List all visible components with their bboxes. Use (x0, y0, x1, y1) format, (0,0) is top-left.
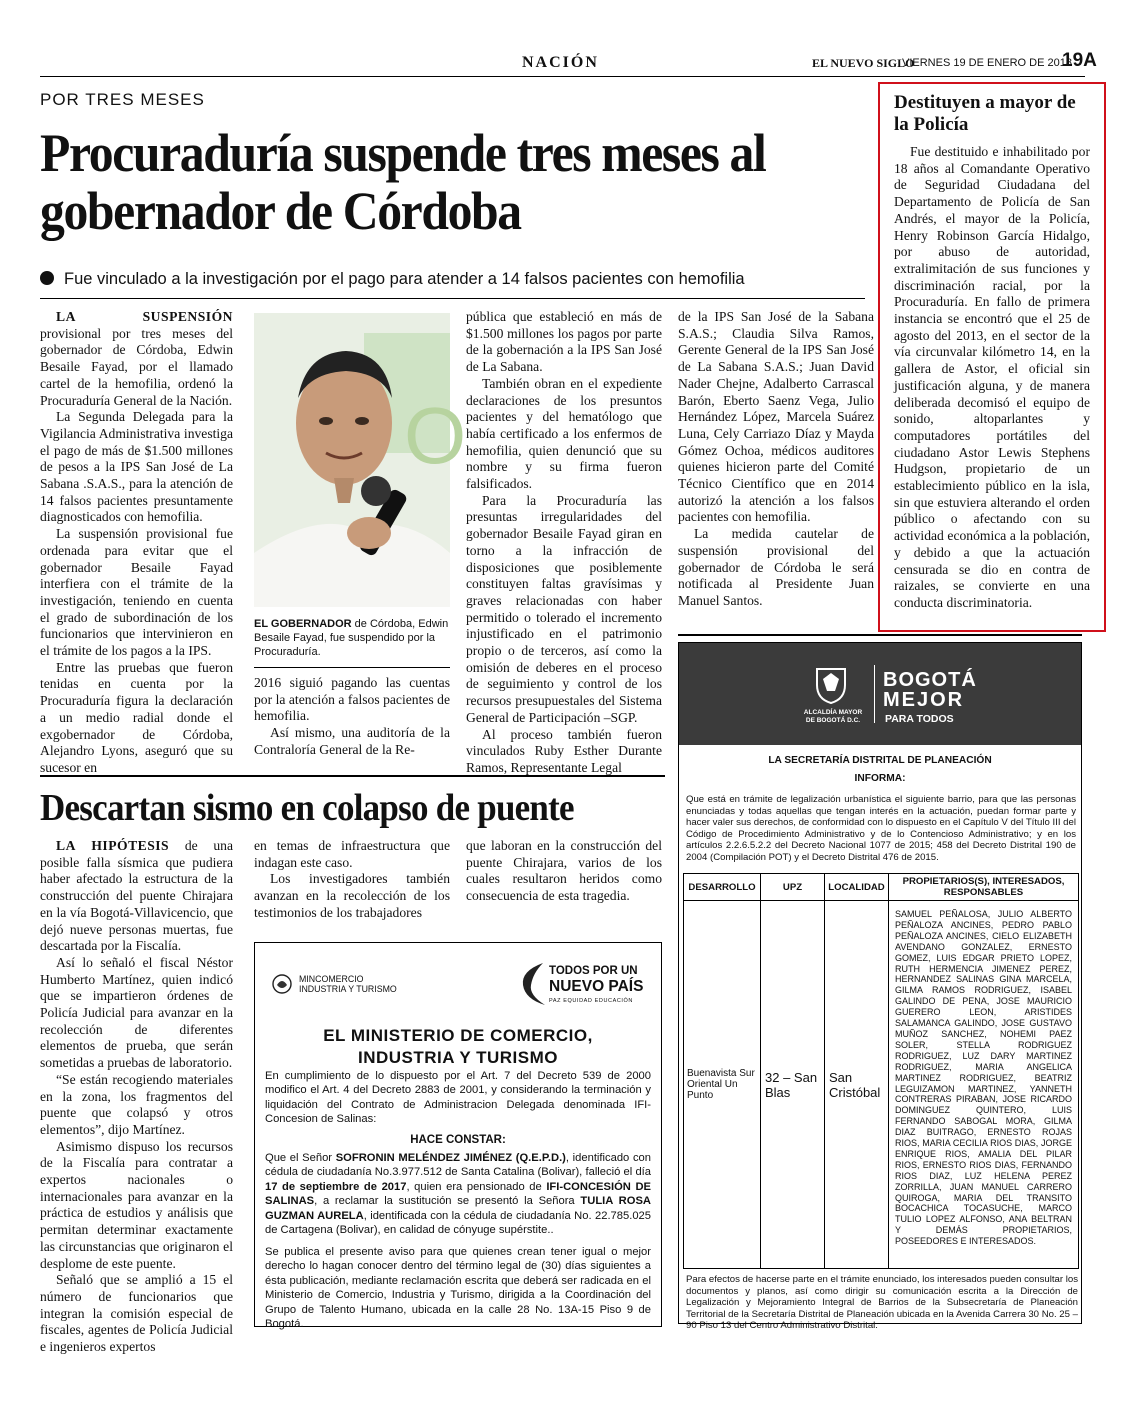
article-kicker: POR TRES MESES (40, 90, 205, 109)
bogota-footer: Para efectos de hacerse parte en el trámite enunciado, los interesados pueden consultar los documentos y planos, así como dirigir su comunicación escrita a la Dirección de Legalización y Mejoramiento Integral de Barrios de la Subsecretaría de Planeación Territorial de la Secretaría Distrital de Planeación ubicada en la Avenida Carrera 30 No. 25 – 90 Piso 13 del Centro Administrativo Distrital. (686, 1274, 1078, 1331)
bogota-coat-of-arms-icon (811, 665, 851, 705)
bogota-title: LA SECRETARÍA DISTRITAL DE PLANEACIÓN (768, 755, 992, 766)
bogota-logo-band: ALCALDÍA MAYOR DE BOGOTÁ D.C. BOGOTÁ MEJOR PARA TODOS (679, 643, 1081, 745)
header-rule (40, 76, 1085, 77)
coat-of-arms-icon (271, 973, 293, 995)
bullet-icon (40, 271, 54, 285)
mincomercio-closing: Se publica el presente aviso para que quienes crean tener igual o mejor derecho lo hagan conocer dentro del término legal de (30) días siguientes a ésta publicación, mediante reclamación escrita que deberá ser radicada en el Ministerio de Comercio, Industria y Turismo, dirigida a la Coordinación del Grupo de Talento Humano, ubicada en la calle 28 No. 13A-15 Piso 9 de Bogotá. (265, 1246, 651, 1331)
mincomercio-logo: MINCOMERCIO INDUSTRIA Y TURISMO (271, 973, 421, 999)
page-number: 19A (1062, 50, 1097, 71)
mincomercio-title: EL MINISTERIO DE COMERCIO, INDUSTRIA Y TURISMO (323, 1026, 593, 1067)
issue-date: VIERNES 19 DE ENERO DE 2018 (902, 57, 1072, 69)
bridge-column-3: que laboran en la construcción del puente Chirajara, varios de los cuales resultaron heridos como consecuencia de esta tragedia. (466, 838, 662, 904)
todos-por-un-nuevo-pais-logo: TODOS POR UN NUEVO PAÍS PAZ EQUIDAD EDUCACIÓN (517, 957, 652, 1017)
mincomercio-intro: En cumplimiento de lo dispuesto por el Art. 7 del Decreto 539 de 2000 modifico el Art. 4 del Decreto 2883 de 2001, y considerando la terminación y liquidación del Contrato de Administracion Delegada denominada IFI-Concesion de Salinas: (265, 1070, 651, 1126)
governor-photo (254, 313, 467, 607)
newspaper-name: EL NUEVO SIGLO (812, 56, 915, 70)
article-column-1: LA SUSPENSIÓN provisional por tres meses del gobernador de Córdoba, Edwin Besaile Fayad, por el llamado cartel de la hemofilia, ordenó la Procuraduría General de la Nación. La Segunda Delegada para la Vigilancia Administrativa investiga el pago de más de $1.500 millones de pesos a la IPS San José de La Sabana .S.A.S., para la atención de 14 falsos pacientes presuntamente diagnosticados con hemofilia. La suspensión provisional fue ordenada para evitar que el gobernador Besaile Fayad interfiera con el trámite de la investigación, teniendo en cuenta el grado de subordinación de los funcionarios que intervinieron en el trámite de los pagos a la IPS. Entre las pruebas que fueron tenidas en cuenta por la Procuraduría figura la declaración a un medio radial donde el exgobernador de Córdoba, Alejandro Lyons, aseguró que su sucesor en (40, 309, 233, 775)
table-cell-desarrollo: Buenavista Sur Oriental Un Punto (684, 901, 761, 1269)
caption-rule (254, 667, 450, 668)
svg-text:O: O (404, 391, 467, 480)
bogota-subtitle: INFORMA: (854, 773, 906, 784)
table-cell-upz: 32 – San Blas (761, 901, 825, 1269)
table-header-upz: UPZ (761, 874, 825, 901)
legalization-table (683, 873, 1079, 1269)
table-cell-localidad: San Cristóbal (825, 901, 889, 1269)
sidebar-box (878, 82, 1106, 632)
section-name: NACIÓN (522, 54, 599, 71)
subhead-rule (40, 298, 865, 299)
bogota-intro: Que está en trámite de legalización urbanística el siguiente barrio, para que las personas enunciadas y todas aquellas que tengan interés en la actuación, puedan formar parte y hacer valer sus derechos, de conformidad con lo dispuesto en el Capítulo V del Título III del Código de Procedimiento Administrativo y de lo Contencioso Administrativo; y en los artículos 2.2.6.5.2.2 del Decreto Nacional 1077 de 2015; 458 del Decreto Distrital 190 de 2004 (Compilación POT) y el Decreto Distrital 476 de 2015. (686, 794, 1076, 863)
article-column-2: 2016 siguió pagando las cuentas por la atención a falsos pacientes de hemofilia. Así mismo, una auditoría de la Contraloría General de la Re- (254, 675, 450, 757)
table-header-desarrollo: DESARROLLO (684, 874, 761, 901)
article-column-3: pública que estableció en más de $1.500 millones los pagos por parte de la gobernación a la IPS San José de La Sabana. También obran en el expediente declaraciones de los presuntos pacientes y del hematólogo que había certificado a los enfermos de hemofilia, quien denunció que su nombre y su firma fueron falsificados. Para la Procuraduría las presuntas irregularidades del gobernador Besaile Fayad giran en torno a la infracción de disposiciones que posiblemente constituyen faltas gravísimas y graves relacionadas con haber permitido o tolerado el incremento injustificado en el patrimonio propio o de terceros, así como la omisión de deberes en el proceso de seguimiento y control de los recursos presupuestales del Sistema General de Participación –SGP. Al proceso también fueron vinculados Ruby Esther Durante Ramos, Representante Legal (466, 309, 662, 775)
article-headline: Procuraduría suspende tres meses al gobernador de Córdoba (40, 123, 766, 241)
article-subhead: Fue vinculado a la investigación por el pago para atender a 14 falsos pacientes con hemofilia (40, 270, 870, 289)
mincomercio-body: Que el Señor SOFRONIN MELÉNDEZ JIMÉNEZ (Q.E.P.D.), identificado con cédula de ciudadanía No.3.977.512 de Santa Catalina (Bolivar), falleció el día 17 de septiembre de 2017, quien era pensionado de IFI-CONCESIÓN DE SALINAS, a reclamar la sustitución se presentó la Señora TULIA ROSA GUZMAN AURELA, identificada con la cédula de ciudadanía No. 22.785.025 de Cartagena (Bolivar), en calidad de cónyuge supérstite.. (265, 1152, 651, 1237)
mincomercio-notice (254, 942, 662, 1331)
section-rule (40, 775, 665, 777)
table-header-propietarios: PROPIETARIOS(S), INTERESADOS, RESPONSABLES (889, 874, 1079, 901)
bridge-headline: Descartan sismo en colapso de puente (40, 787, 574, 829)
bogota-notice (678, 642, 1082, 1331)
table-cell-propietarios: SAMUEL PEÑALOSA, JULIO ALBERTO PEÑALOZA ANCINES, PEDRO PABLO PEÑALOZA ANCINES, CIELO ELIZABETH AVENDANO GONZALEZ, ERNESTO GOMEZ, LUIS EDGAR PRIETO LOPEZ, RUTH HERMENCIA JIMENEZ PEREZ, HERNANDEZ SALINAS GINA MARCELA, GILMA RAMOS RODRIGUEZ, ISABEL GALINDO DE PENA, JOSE MAURICIO GUERERO LEON, ARISTIDES SALAMANCA GALINDO, JOSE GUSTAVO MUÑOZ SANCHEZ, NOHEMI PAEZ SOLER, STELLA RODRIGUEZ RODRIGUEZ, LUZ DARY MARTINEZ RODRIGUEZ, MARIA ANGELICA MARTINEZ RODRIGUEZ, BEATRIZ LEGUIZAMON MARTINEZ, YANNETH CONTRERAS PIRABAN, JOSE RICARDO DOMINGUEZ QUINTERO, LUIS FERNANDO SABOGAL MORA, GILMA DIAZ BUITRAGO, ERNESTO ROJAS RIOS, MARIA CECILIA RIOS DIAS, JORGE ENRIQUE RIOS, AMALIA DEL PILAR RIOS, ERNESTO RIOS DIAS, FERNANDO RIOS DIAZ, LUZ HELENA PEREZ ZORRILLA, JUAN MANUEL CARRERO QUIROGA, MARIA DEL TRANSITO BOCACHICA TOCASUCHE, MARCO TULIO LOPEZ ALFONSO, ANA BELTRAN Y DEMÁS PROPIETARIOS, POSEEDORES E INTERESADOS. (889, 901, 1079, 1269)
mincomercio-subtitle: HACE CONSTAR: (410, 1134, 506, 1146)
bridge-column-1: LA HIPÓTESIS de una posible falla sísmica que pudiera haber afectado la estructura de la construcción del puente Chirajara en la vía Bogotá-Villavicencio, que dejó nueve personas muertas, fue descartada por la Fiscalía. Así lo señaló el fiscal Néstor Humberto Martínez, quien indicó que se impartieron órdenes de Policía Judicial para avanzar en la recolección de diferentes elementos de prueba, que serán sometidas a pruebas de laboratorio. “Se están recogiendo materiales en la zona, los fragmentos del puente que colapsó y otros elementos”, dijo Martínez. Asimismo dispuso los recursos de la Fiscalía para contratar a expertos nacionales o internacionales para avanzar en la práctica de estudios y análisis que permitan determinar exactamente las circunstancias que originaron el desplome de este puente. Señaló que se amplió a 15 el número de funcionarios que integran la comisión especial de fiscales, agentes de Policía Judicial e ingenieros expertos (40, 838, 233, 1355)
article-column-4: de la IPS San José de la Sabana S.A.S.; Claudia Silva Ramos, Gerente General de la IPS San José de La Sabana S.A.S.; Juan David Nader Chejne, Adalberto Carrascal Barón, Eberto Saenz Vega, Julio Hernández López, Marcela Suárez Luna, Cely Carriazo Díaz y Mayda Gómez Ochoa, médicos auditores quienes hicieron parte del Comité Técnico Científico que en 2014 autorizó la atención a los falsos pacientes con hemofilia. La medida cautelar de suspensión provisional del gobernador de Córdoba le será notificada al Presidente Juan Manuel Santos. (678, 309, 874, 608)
sidebar-body: Fue destituido e inhabilitado por 18 años al Comandante Operativo de Seguridad Ciudadana del Departamento de Policía de San Andrés, el mayor de la Policía, Henry Robinson García Hidalgo, por abuso de autoridad, extralimitación de sus funciones y discriminación racial, por la Procuraduría. En fallo de primera instancia se encontró que el 25 de agosto del 2013, en el sector de la vía circunvalar kilómetro 14, en la gallera de Astor, el oficial sin justificación alguna, y de manera deliberada decomisó el equipo de sonido, altoparlantes y computadores portátiles del ciudadano Astor Lewis Stephens Hudgson, propietario de un establecimiento público en la isla, sin que estuviera alterando el orden público o afectando con su actividad económica a la población, y debido a que la actuación censurada se dio en contra de raizales, se convierte en una conducta discriminatoria. (894, 144, 1090, 610)
bridge-column-2: en temas de infraestructura que indagan este caso. Los investigadores también avanzan en la recolección de los testimonios de los trabajadores (254, 838, 450, 920)
table-header-localidad: LOCALIDAD (825, 874, 889, 901)
brand-swoosh-icon (517, 961, 547, 1007)
logo-divider (874, 665, 875, 723)
photo-caption: EL GOBERNADOR de Córdoba, Edwin Besaile Fayad, fue suspendido por la Procuraduría. (254, 618, 449, 658)
sidebar-title: Destituyen a mayor de la Policía (894, 92, 1076, 135)
sidebar-bottom-rule (678, 634, 1082, 636)
